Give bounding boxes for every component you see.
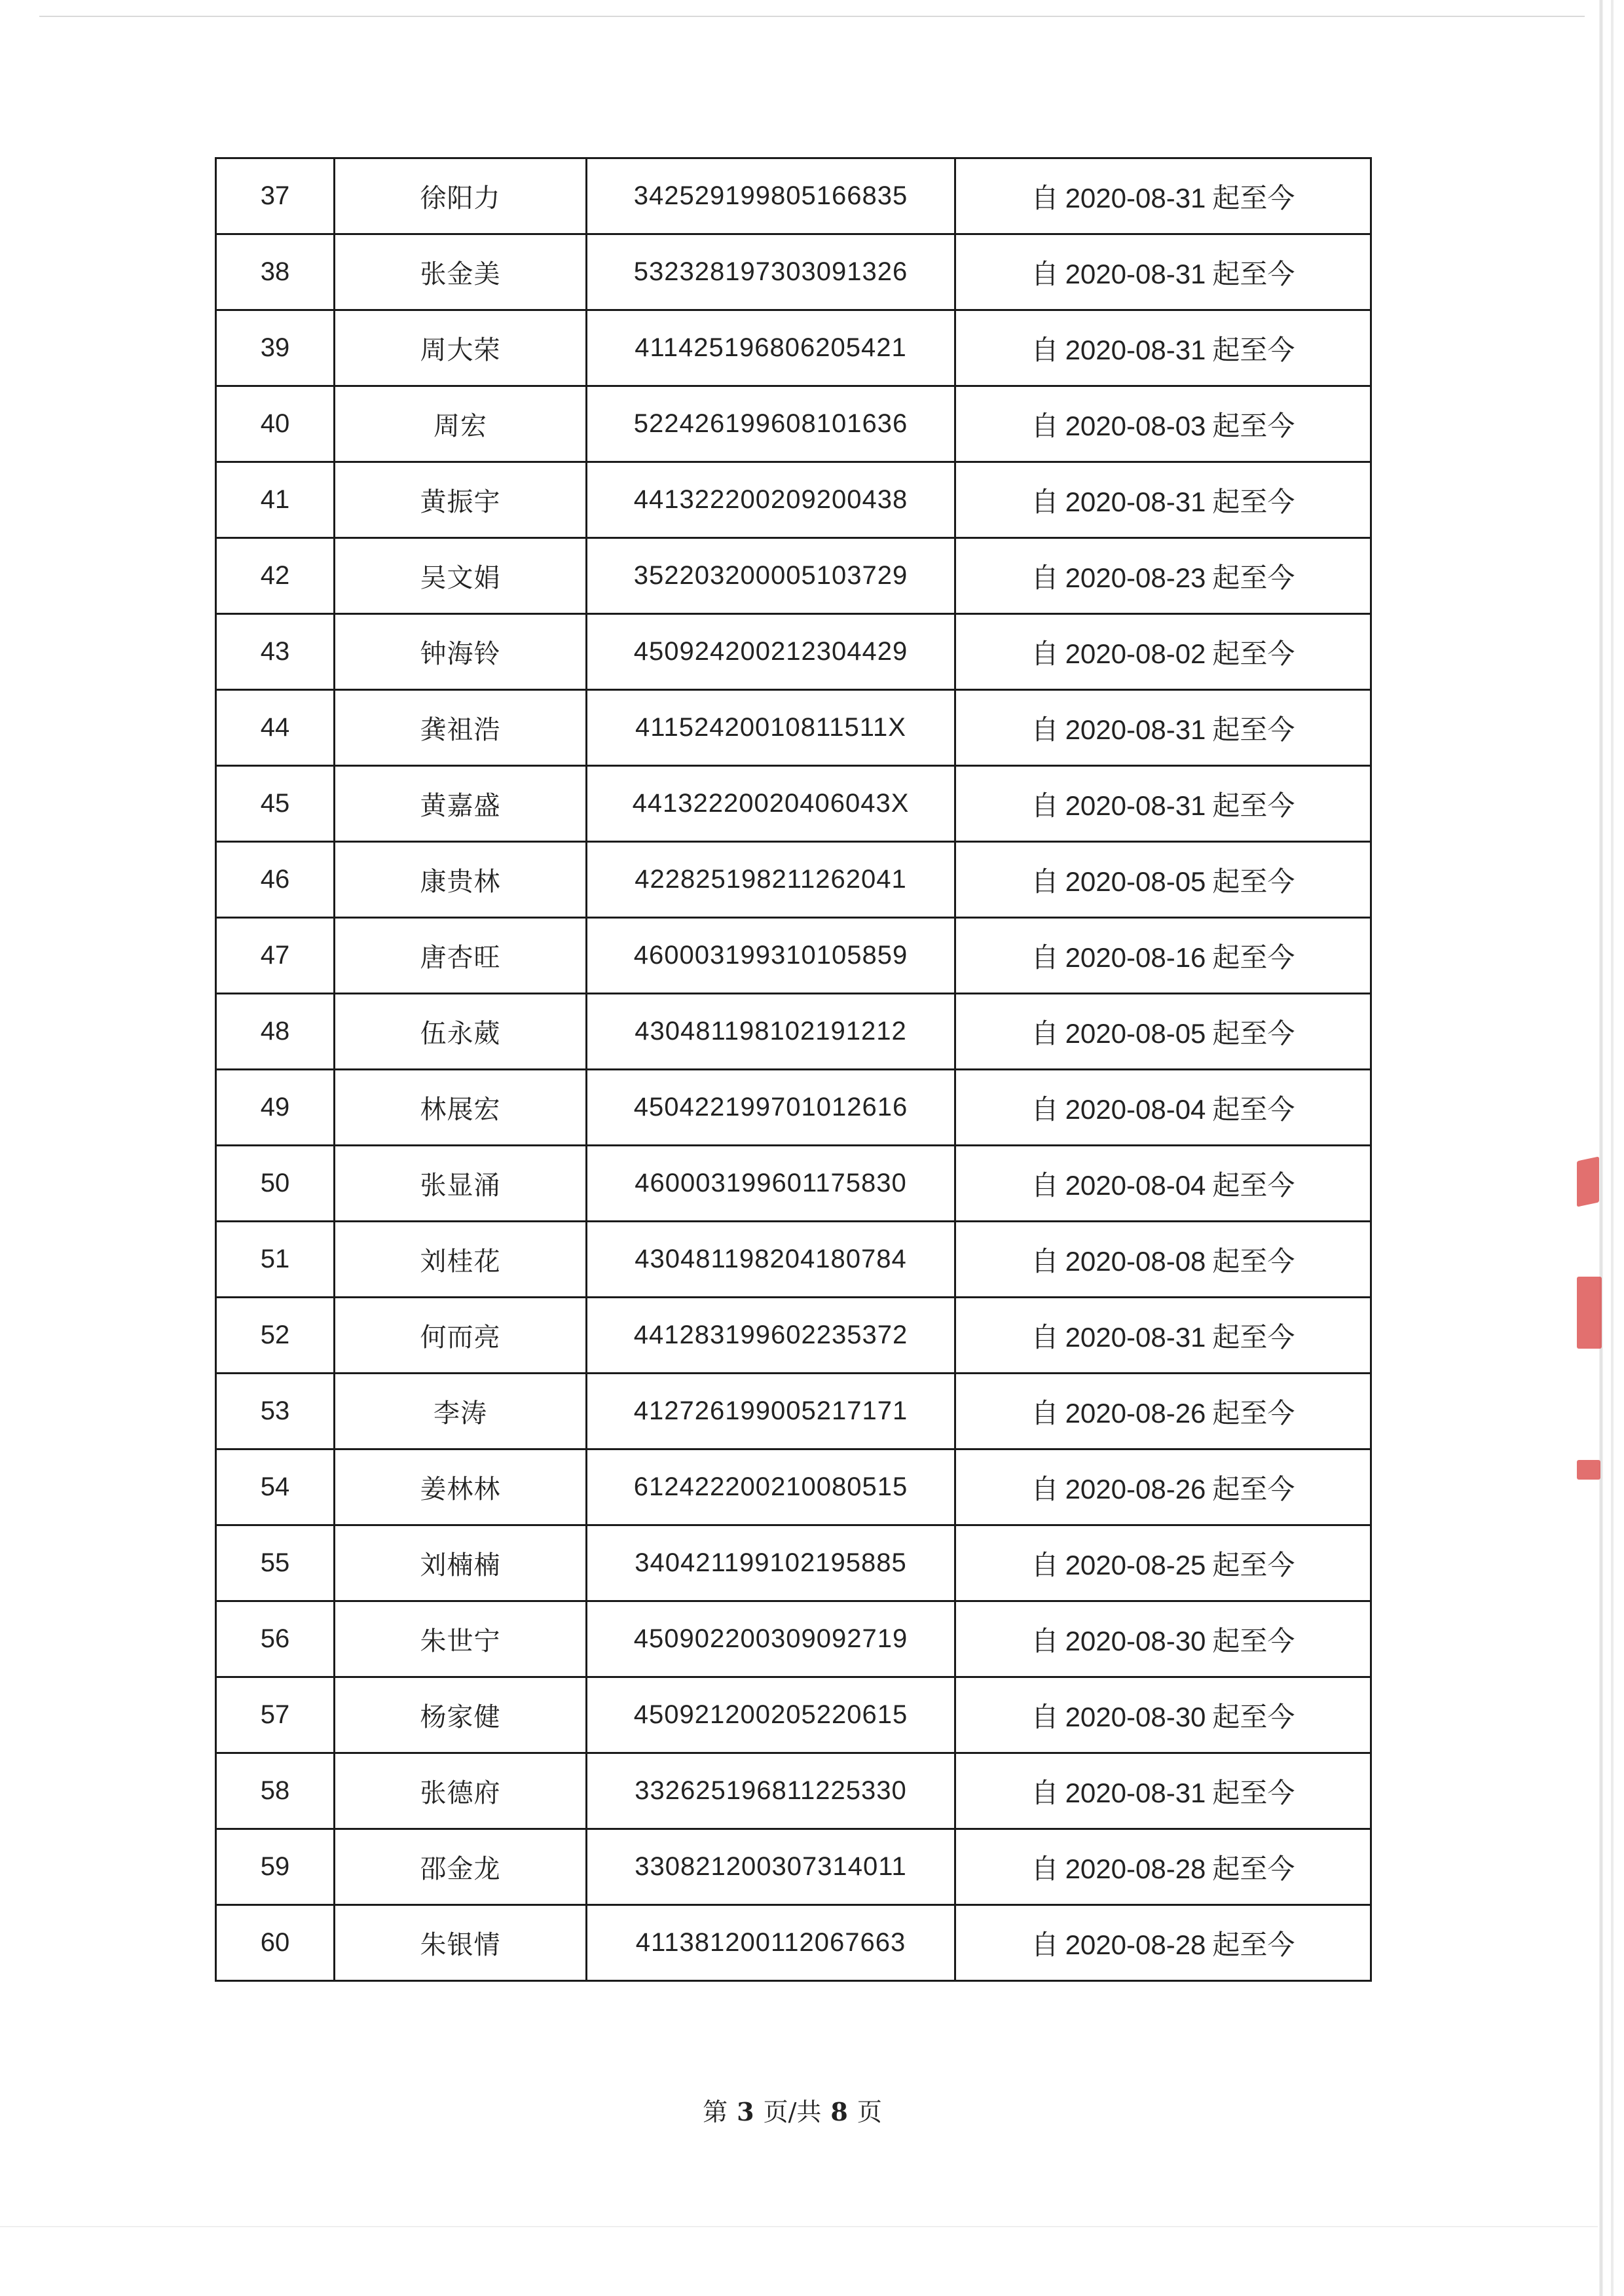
date-suffix: 起至今 — [1212, 1776, 1295, 1809]
date-range-cell — [955, 158, 1371, 234]
date-suffix: 起至今 — [1212, 1624, 1295, 1657]
table-row — [216, 1298, 1371, 1374]
date-range-cell — [955, 1677, 1371, 1753]
row-number-cell: 55 — [216, 1525, 335, 1601]
date-range-cell — [955, 1146, 1371, 1222]
table-row — [216, 158, 1371, 234]
id-number-cell: 460003199310105859 — [587, 918, 955, 994]
date-range-cell — [955, 386, 1371, 462]
row-number-cell: 40 — [216, 386, 335, 462]
date-suffix: 起至今 — [1212, 181, 1295, 214]
date-suffix: 起至今 — [1212, 789, 1295, 822]
page-suffix: 页 — [857, 2098, 882, 2126]
seal-stamp-fragment — [1577, 1156, 1599, 1207]
row-number-cell: 45 — [216, 766, 335, 842]
date-prefix: 自 — [1031, 789, 1059, 822]
name-cell: 康贵林 — [335, 842, 587, 918]
row-number-cell: 37 — [216, 158, 335, 234]
row-number-cell: 47 — [216, 918, 335, 994]
table-row — [216, 994, 1371, 1070]
date-prefix: 自 — [1031, 713, 1059, 746]
date-suffix: 起至今 — [1212, 257, 1295, 290]
date-prefix: 自 — [1031, 561, 1059, 594]
start-date: 2020-08-31 — [1065, 1321, 1206, 1353]
name-cell: 何而亮 — [335, 1298, 587, 1374]
name-cell: 吴文娟 — [335, 538, 587, 614]
id-number-cell: 441322200209200438 — [587, 462, 955, 538]
start-date: 2020-08-03 — [1065, 410, 1206, 441]
id-number-cell: 44132220020406043X — [587, 766, 955, 842]
start-date: 2020-08-31 — [1065, 334, 1206, 365]
date-range-text — [1031, 253, 1295, 292]
date-range-cell — [955, 1753, 1371, 1829]
date-prefix: 自 — [1031, 257, 1059, 290]
table-row — [216, 462, 1371, 538]
date-range-cell — [955, 1905, 1371, 1981]
date-suffix: 起至今 — [1212, 637, 1295, 670]
date-suffix: 起至今 — [1212, 485, 1295, 518]
start-date: 2020-08-25 — [1065, 1549, 1206, 1580]
row-number-cell: 49 — [216, 1070, 335, 1146]
table-row — [216, 1449, 1371, 1525]
date-prefix: 自 — [1031, 181, 1059, 214]
date-prefix: 自 — [1031, 1396, 1059, 1429]
scan-edge-bottom — [0, 2226, 1598, 2227]
date-range-cell — [955, 1449, 1371, 1525]
date-range-cell — [955, 842, 1371, 918]
row-number-cell: 57 — [216, 1677, 335, 1753]
row-number-cell: 44 — [216, 690, 335, 766]
name-cell: 张显涌 — [335, 1146, 587, 1222]
page-prefix: 第 — [703, 2098, 728, 2126]
table-row — [216, 1374, 1371, 1449]
table-row — [216, 1222, 1371, 1298]
date-range-cell — [955, 690, 1371, 766]
date-range-cell — [955, 310, 1371, 386]
row-number-cell: 53 — [216, 1374, 335, 1449]
start-date: 2020-08-28 — [1065, 1929, 1206, 1960]
name-cell: 唐杏旺 — [335, 918, 587, 994]
row-number-cell: 46 — [216, 842, 335, 918]
row-number-cell: 58 — [216, 1753, 335, 1829]
date-suffix: 起至今 — [1212, 561, 1295, 594]
date-range-text — [1031, 556, 1295, 596]
date-suffix: 起至今 — [1212, 409, 1295, 442]
date-suffix: 起至今 — [1212, 941, 1295, 974]
date-range-text — [1031, 1012, 1295, 1051]
name-cell: 黄嘉盛 — [335, 766, 587, 842]
date-range-text — [1031, 1316, 1295, 1355]
id-number-cell: 411381200112067663 — [587, 1905, 955, 1981]
table-row — [216, 386, 1371, 462]
scan-edge-right-shadow — [1611, 0, 1614, 2296]
start-date: 2020-08-30 — [1065, 1625, 1206, 1656]
date-suffix: 起至今 — [1212, 1017, 1295, 1049]
table-row — [216, 310, 1371, 386]
date-suffix: 起至今 — [1212, 865, 1295, 898]
date-range-cell — [955, 1374, 1371, 1449]
table-row — [216, 1905, 1371, 1981]
id-number-cell: 441283199602235372 — [587, 1298, 955, 1374]
table-row — [216, 614, 1371, 690]
start-date: 2020-08-05 — [1065, 1017, 1206, 1049]
name-cell: 林展宏 — [335, 1070, 587, 1146]
date-prefix: 自 — [1031, 865, 1059, 898]
name-cell: 刘桂花 — [335, 1222, 587, 1298]
row-number-cell: 51 — [216, 1222, 335, 1298]
date-prefix: 自 — [1031, 1245, 1059, 1277]
table-row — [216, 1146, 1371, 1222]
scan-edge-right — [1599, 0, 1603, 2296]
page-number — [0, 2092, 1585, 2128]
table-row — [216, 234, 1371, 310]
id-number-cell: 41152420010811511X — [587, 690, 955, 766]
date-range-text — [1031, 708, 1295, 748]
date-range-cell — [955, 1525, 1371, 1601]
name-cell: 姜林林 — [335, 1449, 587, 1525]
id-number-cell: 450422199701012616 — [587, 1070, 955, 1146]
id-number-cell: 460003199601175830 — [587, 1146, 955, 1222]
start-date: 2020-08-04 — [1065, 1093, 1206, 1125]
id-number-cell: 422825198211262041 — [587, 842, 955, 918]
date-range-cell — [955, 1070, 1371, 1146]
row-number-cell: 42 — [216, 538, 335, 614]
date-suffix: 起至今 — [1212, 713, 1295, 746]
seal-stamp-fragment — [1577, 1460, 1600, 1480]
name-cell: 龚祖浩 — [335, 690, 587, 766]
date-prefix: 自 — [1031, 485, 1059, 518]
page-mid: 页/共 — [763, 2098, 822, 2126]
name-cell: 刘楠楠 — [335, 1525, 587, 1601]
date-prefix: 自 — [1031, 1928, 1059, 1961]
start-date: 2020-08-02 — [1065, 638, 1206, 669]
date-suffix: 起至今 — [1212, 1396, 1295, 1429]
scan-edge-top — [39, 16, 1585, 17]
date-suffix: 起至今 — [1212, 1472, 1295, 1505]
date-range-text — [1031, 1848, 1295, 1887]
date-range-text — [1031, 481, 1295, 520]
date-prefix: 自 — [1031, 1548, 1059, 1581]
start-date: 2020-08-31 — [1065, 258, 1206, 289]
date-range-cell — [955, 1829, 1371, 1905]
start-date: 2020-08-31 — [1065, 790, 1206, 821]
date-suffix: 起至今 — [1212, 1700, 1295, 1733]
date-range-text — [1031, 860, 1295, 900]
id-number-cell: 412726199005217171 — [587, 1374, 955, 1449]
name-cell: 伍永葳 — [335, 994, 587, 1070]
id-number-cell: 450924200212304429 — [587, 614, 955, 690]
date-prefix: 自 — [1031, 1776, 1059, 1809]
date-range-cell — [955, 462, 1371, 538]
start-date: 2020-08-16 — [1065, 941, 1206, 973]
date-prefix: 自 — [1031, 1700, 1059, 1733]
start-date: 2020-08-30 — [1065, 1701, 1206, 1732]
date-prefix: 自 — [1031, 1093, 1059, 1125]
date-prefix: 自 — [1031, 1472, 1059, 1505]
row-number-cell: 60 — [216, 1905, 335, 1981]
id-number-cell: 342529199805166835 — [587, 158, 955, 234]
date-suffix: 起至今 — [1212, 1321, 1295, 1353]
name-cell: 李涛 — [335, 1374, 587, 1449]
date-suffix: 起至今 — [1212, 333, 1295, 366]
seal-stamp-fragment — [1577, 1277, 1602, 1349]
table-row — [216, 1753, 1371, 1829]
date-suffix: 起至今 — [1212, 1852, 1295, 1885]
page-total: 8 — [830, 2097, 848, 2126]
id-number-cell: 330821200307314011 — [587, 1829, 955, 1905]
row-number-cell: 56 — [216, 1601, 335, 1677]
date-range-cell — [955, 538, 1371, 614]
start-date: 2020-08-23 — [1065, 562, 1206, 593]
date-range-cell — [955, 918, 1371, 994]
page-current: 3 — [737, 2097, 754, 2126]
date-range-cell — [955, 1601, 1371, 1677]
row-number-cell: 48 — [216, 994, 335, 1070]
date-range-text — [1031, 1164, 1295, 1203]
date-range-cell — [955, 1222, 1371, 1298]
date-range-text — [1031, 1392, 1295, 1431]
table-row — [216, 1070, 1371, 1146]
start-date: 2020-08-31 — [1065, 486, 1206, 517]
date-range-cell — [955, 766, 1371, 842]
id-number-cell: 532328197303091326 — [587, 234, 955, 310]
table-row — [216, 538, 1371, 614]
date-range-text — [1031, 936, 1295, 975]
name-cell: 周宏 — [335, 386, 587, 462]
id-number-cell: 340421199102195885 — [587, 1525, 955, 1601]
id-number-cell: 450902200309092719 — [587, 1601, 955, 1677]
date-range-text — [1031, 1240, 1295, 1279]
table-row — [216, 766, 1371, 842]
row-number-cell: 38 — [216, 234, 335, 310]
date-suffix: 起至今 — [1212, 1245, 1295, 1277]
date-suffix: 起至今 — [1212, 1093, 1295, 1125]
id-number-cell: 522426199608101636 — [587, 386, 955, 462]
date-prefix: 自 — [1031, 1624, 1059, 1657]
start-date: 2020-08-26 — [1065, 1473, 1206, 1504]
date-range-cell — [955, 994, 1371, 1070]
id-number-cell: 450921200205220615 — [587, 1677, 955, 1753]
id-number-cell: 430481198102191212 — [587, 994, 955, 1070]
table-row — [216, 1525, 1371, 1601]
date-range-text — [1031, 1088, 1295, 1127]
date-range-text — [1031, 177, 1295, 216]
date-range-text — [1031, 1620, 1295, 1659]
id-number-cell: 411425196806205421 — [587, 310, 955, 386]
table-row — [216, 690, 1371, 766]
date-prefix: 自 — [1031, 637, 1059, 670]
row-number-cell: 43 — [216, 614, 335, 690]
start-date: 2020-08-26 — [1065, 1397, 1206, 1429]
name-cell: 朱银情 — [335, 1905, 587, 1981]
table-row — [216, 842, 1371, 918]
date-suffix: 起至今 — [1212, 1548, 1295, 1581]
start-date: 2020-08-28 — [1065, 1853, 1206, 1884]
date-prefix: 自 — [1031, 409, 1059, 442]
row-number-cell: 41 — [216, 462, 335, 538]
table-row — [216, 1601, 1371, 1677]
start-date: 2020-08-04 — [1065, 1169, 1206, 1201]
date-range-text — [1031, 1696, 1295, 1735]
date-range-text — [1031, 329, 1295, 368]
row-number-cell: 52 — [216, 1298, 335, 1374]
start-date: 2020-08-31 — [1065, 714, 1206, 745]
date-suffix: 起至今 — [1212, 1169, 1295, 1201]
name-cell: 张德府 — [335, 1753, 587, 1829]
name-cell: 徐阳力 — [335, 158, 587, 234]
date-range-text — [1031, 1923, 1295, 1963]
date-prefix: 自 — [1031, 1852, 1059, 1885]
start-date: 2020-08-05 — [1065, 866, 1206, 897]
name-cell: 张金美 — [335, 234, 587, 310]
name-cell: 朱世宁 — [335, 1601, 587, 1677]
date-prefix: 自 — [1031, 1169, 1059, 1201]
id-number-cell: 430481198204180784 — [587, 1222, 955, 1298]
date-range-text — [1031, 1772, 1295, 1811]
date-prefix: 自 — [1031, 1321, 1059, 1353]
date-suffix: 起至今 — [1212, 1928, 1295, 1961]
row-number-cell: 39 — [216, 310, 335, 386]
name-cell: 邵金龙 — [335, 1829, 587, 1905]
id-number-cell: 332625196811225330 — [587, 1753, 955, 1829]
date-range-cell — [955, 234, 1371, 310]
name-cell: 周大荣 — [335, 310, 587, 386]
id-number-cell: 612422200210080515 — [587, 1449, 955, 1525]
date-prefix: 自 — [1031, 1017, 1059, 1049]
name-cell: 黄振宇 — [335, 462, 587, 538]
date-range-text — [1031, 1468, 1295, 1507]
date-prefix: 自 — [1031, 941, 1059, 974]
start-date: 2020-08-08 — [1065, 1245, 1206, 1277]
date-range-text — [1031, 405, 1295, 444]
start-date: 2020-08-31 — [1065, 182, 1206, 213]
row-number-cell: 59 — [216, 1829, 335, 1905]
date-range-cell — [955, 1298, 1371, 1374]
date-range-text — [1031, 784, 1295, 824]
start-date: 2020-08-31 — [1065, 1777, 1206, 1808]
row-number-cell: 54 — [216, 1449, 335, 1525]
name-cell: 杨家健 — [335, 1677, 587, 1753]
table-row — [216, 1677, 1371, 1753]
date-range-text — [1031, 632, 1295, 672]
id-number-cell: 352203200005103729 — [587, 538, 955, 614]
date-range-cell — [955, 614, 1371, 690]
table-row — [216, 1829, 1371, 1905]
row-number-cell: 50 — [216, 1146, 335, 1222]
date-prefix: 自 — [1031, 333, 1059, 366]
name-cell: 钟海铃 — [335, 614, 587, 690]
table-row — [216, 918, 1371, 994]
date-range-text — [1031, 1544, 1295, 1583]
personnel-table-body — [216, 158, 1371, 1981]
personnel-table — [215, 157, 1372, 1982]
